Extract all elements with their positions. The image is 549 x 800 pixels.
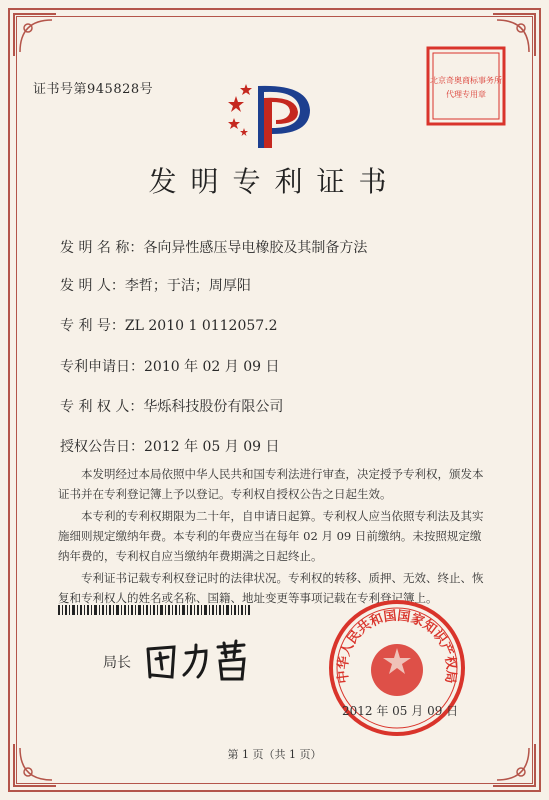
agency-seal-stamp: [425, 45, 507, 127]
field-value: 各向异性感压导电橡胶及其制备方法: [143, 240, 368, 256]
field-application-date: [60, 356, 280, 376]
corner-ornament-top-left: [12, 12, 58, 58]
field-patentee: [60, 396, 283, 416]
issue-date: 2012 年 05 月 09 日: [342, 704, 459, 718]
field-label: 发 明 人：: [60, 278, 125, 294]
field-value: 华烁科技股份有限公司: [143, 399, 284, 415]
director-label: 局长: [103, 655, 131, 671]
field-label: 专利申请日：: [60, 359, 144, 375]
body-paragraph: 本发明经过本局依照中华人民共和国专利法进行审查，决定授予专利权，颁发本证书并在专利登记簿上予以登记。专利权自授权公告之日起生效。: [58, 467, 484, 501]
director-signature-icon: [140, 635, 260, 685]
page-number: 第 1 页（共 1 页）: [227, 748, 322, 761]
field-value: ZL 2010 1 0112057.2: [124, 318, 278, 334]
certificate-number: 证书号第945828号: [33, 82, 154, 97]
sipo-logo-icon: [228, 78, 320, 156]
field-label: 专 利 号：: [60, 318, 125, 334]
body-paragraph: 本专利的专利权期限为二十年，自申请日起算。专利权人应当依照专利法及其实施细则规定缴纳年费。本专利的年费应当在每年 02 月 09 日前缴纳。未按照规定缴纳年费的，专利权自应当缴纳年费期满之日起终止。: [58, 509, 484, 563]
body-paragraph: 专利证书记载专利权登记时的法律状况。专利权的转移、质押、无效、终止、恢复和专利权人的姓名或名称、国籍、地址变更等事项记载在专利登记簿上。: [58, 571, 484, 605]
field-inventors: [60, 275, 251, 295]
seal-top-line2: 代理专用章: [446, 90, 486, 99]
certificate-body: [58, 464, 487, 610]
field-publication-date: [60, 436, 280, 456]
field-invention-name: [60, 237, 367, 257]
seal-arc-text: 中华人民共和国国家知识产权局: [335, 608, 459, 685]
field-label: 授权公告日：: [60, 439, 144, 455]
field-label: 专 利 权 人：: [60, 399, 144, 415]
field-value: 2010 年 02 月 09 日: [144, 359, 280, 375]
page-title: 发明专利证书: [148, 165, 401, 198]
barcode-icon: [58, 600, 250, 610]
field-patent-number: [60, 315, 278, 335]
field-label: 发 明 名 称：: [60, 240, 144, 256]
field-value: 2012 年 05 月 09 日: [144, 439, 280, 455]
seal-top-line1: 北京奇奥商标事务所: [430, 76, 502, 85]
field-value: 李哲；于洁；周厚阳: [124, 278, 251, 294]
